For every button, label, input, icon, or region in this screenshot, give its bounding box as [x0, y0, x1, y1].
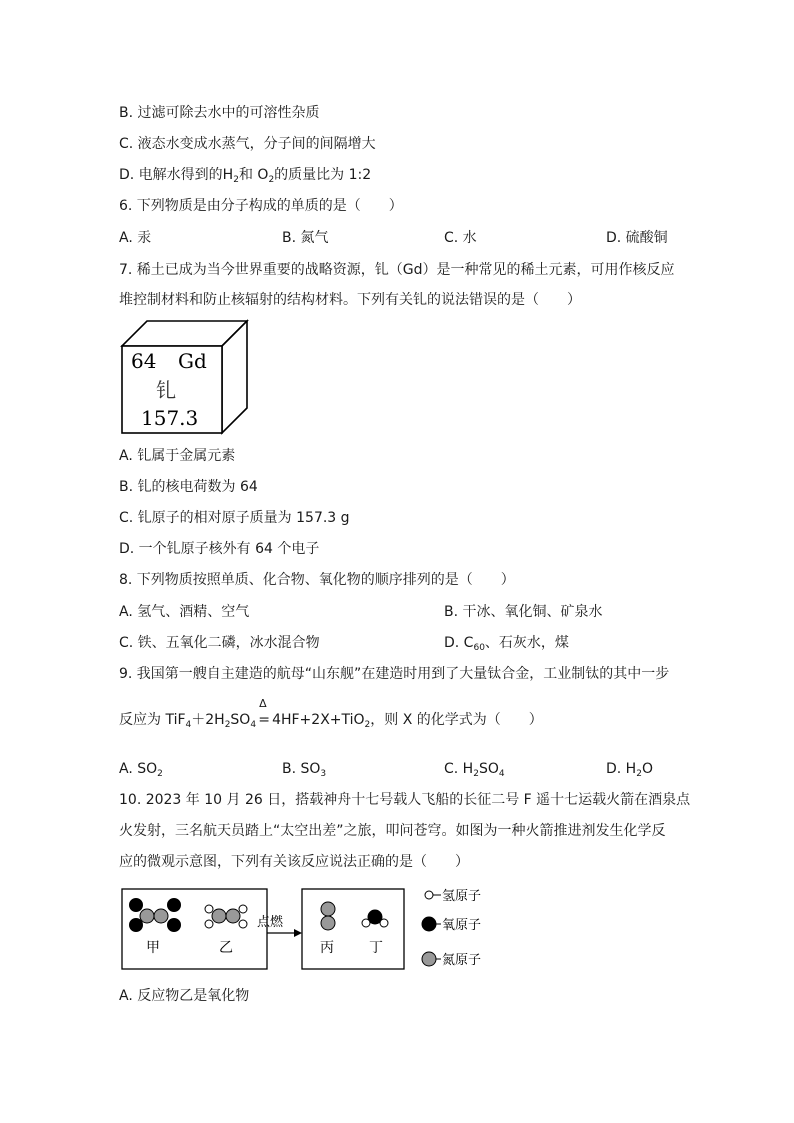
legend-hydrogen-label: 氢原子 [442, 889, 482, 904]
q9-eq-sub: 2 [224, 720, 231, 730]
q9-option-d [606, 759, 653, 784]
legend-nitrogen-label: 氮原子 [442, 953, 482, 968]
q9-eq-part: SO [230, 712, 251, 728]
label-yi: 乙 [219, 940, 233, 956]
q7-option-a: A. 钆属于金属元素 [119, 448, 236, 464]
q9-eq-part: ，则 X 的化学式为（ ） [370, 712, 543, 728]
q9-b-text: B. SO [282, 761, 321, 777]
q5-d-text-end: 的质量比为 1:2 [274, 167, 372, 183]
element-name: 钆 [156, 378, 176, 402]
q5-option-d [119, 165, 371, 190]
q9-c-text-mid: SO [478, 761, 499, 777]
q8-option-a: A. 氢气、酒精、空气 [119, 604, 250, 620]
q5-option-c: C. 液态水变成水蒸气，分子间的间隔增大 [119, 136, 376, 152]
label-jia: 甲 [146, 940, 160, 956]
q9-eq-sub: 4 [250, 720, 257, 730]
q10-stem-line3: 应的微观示意图，下列有关该反应说法正确的是（ ） [119, 854, 469, 870]
atomic-number: 64 [131, 349, 157, 373]
heat-symbol: Δ [259, 697, 267, 710]
oxygen-atom-icon [422, 917, 436, 931]
legend-oxygen-label: 氧原子 [442, 918, 482, 933]
nitrogen-atom-icon [422, 952, 436, 966]
q9-stem-line2 [119, 697, 543, 735]
q7-stem-line2: 堆控制材料和防止核辐射的结构材料。下列有关钆的说法错误的是（ ） [119, 292, 581, 308]
element-cube-diagram [119, 318, 279, 438]
q10-stem-line1: 10. 2023 年 10 月 26 日，搭载神舟十七号载人飞船的长征二号 F 遥十七运载火箭在酒泉点 [119, 792, 691, 808]
legend-nitrogen [422, 952, 481, 968]
q10-stem-line2: 火发射，三名航天员踏上“太空出差”之旅，叩问苍穹。如图为一种火箭推进剂发生化学反 [119, 823, 666, 839]
q9-c-sub: 4 [498, 769, 505, 779]
q9-option-c [444, 759, 505, 784]
q6-option-c: C. 水 [444, 230, 477, 246]
q9-eq-part: ＋2H [191, 712, 225, 728]
q6-option-d: D. 硫酸铜 [606, 230, 668, 246]
arrow-head-icon [294, 929, 302, 937]
q8-stem: 8. 下列物质按照单质、化合物、氧化物的顺序排列的是（ ） [119, 572, 515, 588]
q8-d-text: D. C [444, 635, 474, 651]
q7-option-c: C. 钆原子的相对原子质量为 157.3 g [119, 510, 350, 526]
q9-stem-line1: 9. 我国第一艘自主建造的航母“山东舰”在建造时用到了大量钛合金，工业制钛的其中一步 [119, 666, 670, 682]
q9-option-a [119, 759, 163, 784]
q5-d-text: D. 电解水得到的H [119, 167, 234, 183]
label-ding: 丁 [369, 940, 383, 956]
q9-eq-sub: 4 [185, 720, 192, 730]
q5-option-b: B. 过滤可除去水中的可溶性杂质 [119, 105, 320, 121]
legend-hydrogen [425, 889, 481, 904]
arrow-label: 点燃 [257, 915, 284, 930]
q5-d-sub2: 2 [268, 175, 275, 185]
q8-option-c: C. 铁、五氧化二磷，冰水混合物 [119, 635, 320, 651]
q9-option-b [282, 759, 326, 784]
legend-oxygen [422, 917, 481, 933]
hydrogen-atom-icon [425, 891, 433, 899]
q6-option-a: A. 汞 [119, 230, 152, 246]
q9-b-sub: 3 [320, 769, 327, 779]
q7-stem-line1: 7. 稀土已成为当今世界重要的战略资源，钆（Gd）是一种常见的稀土元素，可用作核反应 [119, 262, 675, 278]
q9-d-sub: 2 [636, 769, 642, 779]
q6-option-b: B. 氮气 [282, 230, 329, 246]
q8-option-d [444, 633, 569, 658]
q5-d-sub1: 2 [233, 175, 239, 185]
q7-option-b: B. 钆的核电荷数为 64 [119, 479, 258, 495]
heat-equals-sign [256, 697, 272, 730]
q9-eq-part: 反应为 TiF [119, 712, 186, 728]
q9-a-sub: 2 [157, 769, 163, 779]
q9-eq-part: 4HF+2X+TiO [272, 712, 365, 728]
reaction-diagram [119, 884, 499, 974]
q8-d-text-end: 、石灰水，煤 [484, 635, 569, 651]
q6-stem: 6. 下列物质是由分子构成的单质的是（ ） [119, 198, 403, 214]
atomic-mass: 157.3 [141, 406, 199, 430]
q10-option-a: A. 反应物乙是氧化物 [119, 988, 250, 1004]
q9-c-text: C. H [444, 761, 474, 777]
q8-d-sub: 60 [473, 643, 485, 653]
label-bing: 丙 [320, 940, 334, 956]
q9-c-sub: 2 [473, 769, 479, 779]
element-symbol: Gd [178, 349, 207, 373]
q9-d-text-end: O [641, 761, 653, 777]
q9-d-text: D. H [606, 761, 637, 777]
q5-d-text-mid: 和 O [238, 167, 269, 183]
q8-option-b: B. 干冰、氧化铜、矿泉水 [444, 604, 603, 620]
q9-eq-sub: 2 [364, 720, 371, 730]
q7-option-d: D. 一个钆原子核外有 64 个电子 [119, 541, 320, 557]
equals-sign: = [258, 712, 270, 728]
q9-a-text: A. SO [119, 761, 158, 777]
